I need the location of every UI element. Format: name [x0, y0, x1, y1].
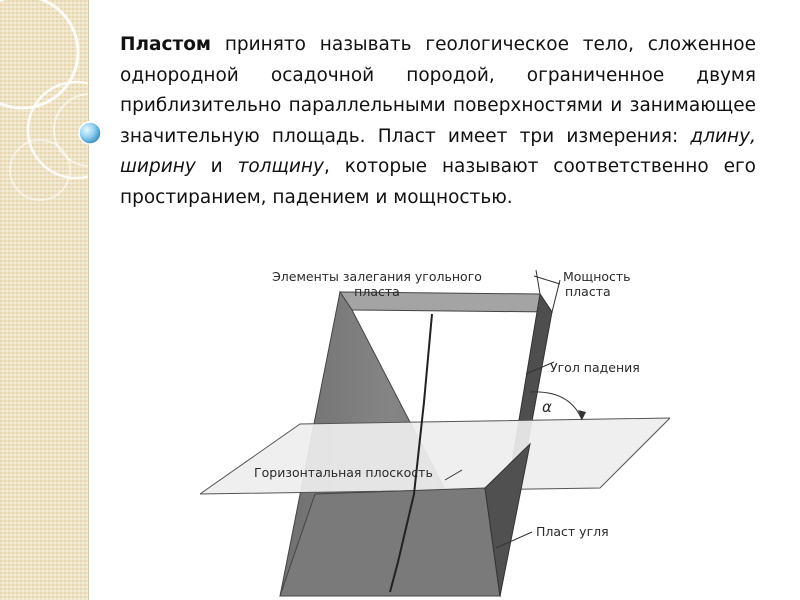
decorative-side-panel — [0, 0, 88, 600]
definition-paragraph — [120, 30, 756, 213]
bubble-icon — [75, 118, 105, 148]
dimension-thickness: толщину — [237, 156, 324, 177]
dip-angle-label: Угол падения — [550, 360, 640, 375]
coal-seam-label: Пласт угля — [536, 524, 609, 539]
coal-seam-diagram — [200, 262, 670, 598]
diagram-caption — [257, 269, 497, 299]
horizontal-plane-label: Горизонтальная плоскость — [254, 465, 433, 480]
side-divider — [88, 0, 89, 600]
thickness-label-line2: пласта — [565, 284, 611, 299]
thickness-label — [563, 269, 631, 299]
dip-angle-arc — [530, 392, 582, 420]
seam-illustration — [200, 262, 670, 598]
paragraph-text-1: принято называть геологическое тело, сложенное однородной осадочной породой, ограниченное двумя приблизительно параллельными поверхностями и занимающее значительную площадь. Пласт имеет три измерения: — [120, 34, 756, 147]
dimension-width: ширину — [120, 156, 196, 177]
diagram-caption-line2: пласта — [354, 284, 400, 299]
paragraph-text-2: , которые называют соответственно его простиранием, падением и мощностью. — [120, 156, 756, 208]
dimension-length: длину, — [690, 125, 756, 147]
separator-2: и — [195, 156, 238, 177]
decorative-circles — [0, 0, 88, 600]
thickness-label-line1: Мощность — [563, 269, 631, 284]
horizontal-plane — [200, 418, 670, 494]
alpha-symbol: α — [542, 398, 552, 416]
diagram-caption-line1: Элементы залегания угольного — [272, 269, 482, 284]
term-plast: Пластом — [120, 34, 212, 55]
